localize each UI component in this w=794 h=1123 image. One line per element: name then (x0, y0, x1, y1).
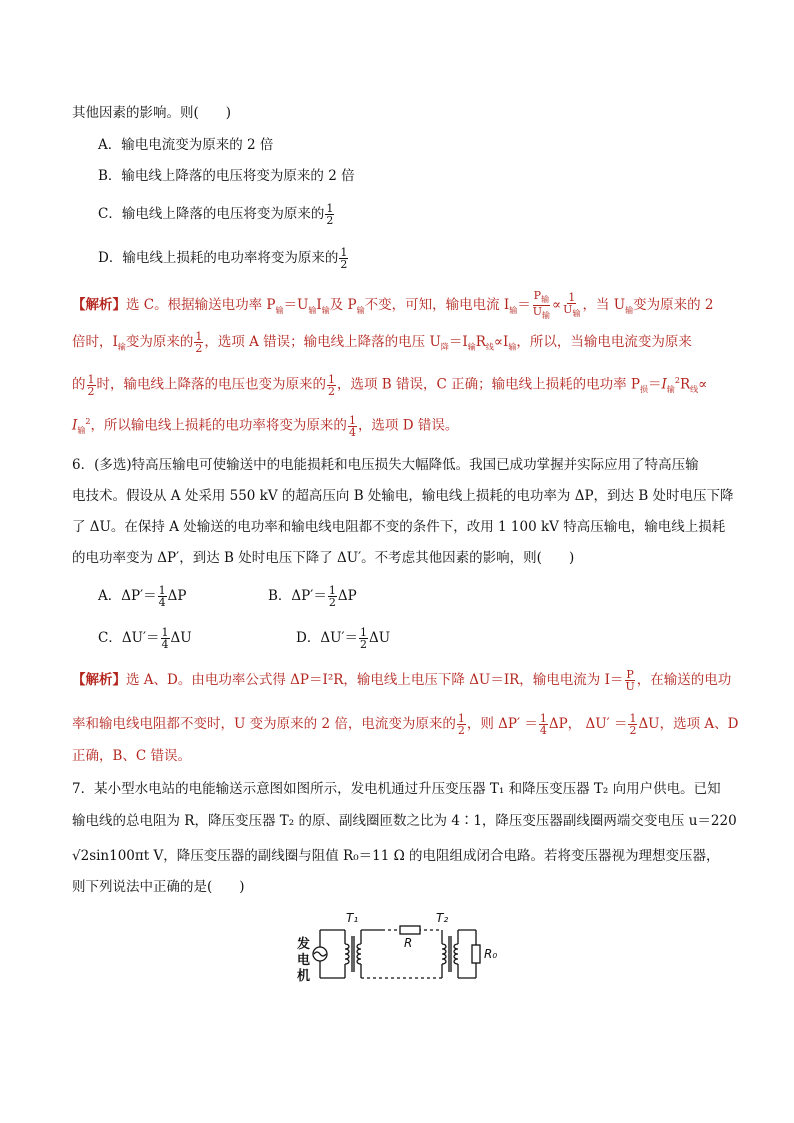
q5-option-a: A．输电电流变为原来的 2 倍 (98, 137, 274, 153)
generator-label-2: 电 (297, 953, 311, 968)
q5-option-d: D．输电线上损耗的电功率将变为原来的 $\frac{1}{2}$ (98, 246, 348, 271)
fraction-one-half: $\frac{1}{2}$ (87, 372, 95, 398)
fraction-one-over-u: $\frac{1}{U_输}$ (563, 291, 581, 319)
q6-stem-line-1: 6．(多选)特高压输电可使输送中的电能损耗和电压损失大幅降低。我国已成功掌握并实际应用了特高压输 (72, 457, 699, 473)
t1-primary-coil (345, 944, 349, 964)
q5-analysis-line-2: 倍时，$I_输$变为原来的 $\frac{1}{2}$ ，选项 A 错误；输电线上降落的电压 $U_降=I_输R_线\propto I_输$，所以，当输电电流变为原来 (72, 330, 692, 355)
t2-primary-coil (442, 944, 446, 964)
q6-stem-line-4: 的电功率变为 ΔP′，到达 B 处时电压下降了 ΔU′。不考虑其他因素的影响，则( ) (72, 550, 575, 566)
fraction-one-half: $\frac{1}{2}$ (360, 626, 368, 651)
t2-label: T₂ (436, 911, 449, 925)
fraction-one-quarter: $\frac{1}{4}$ (161, 626, 169, 651)
analysis-tag: 【解析】 (72, 297, 126, 314)
q6-stem-line-2: 电技术。假设从 A 处采用 550 kV 的超高压向 B 处输电，输电线上损耗的电功率为 ΔP，到达 B 处时电压下降 (72, 488, 734, 504)
fraction-one-half: $\frac{1}{2}$ (457, 712, 465, 737)
line-resistor (400, 926, 420, 934)
fraction-one-quarter: $\frac{1}{4}$ (539, 712, 547, 737)
generator-label-3: 机 (297, 969, 311, 984)
q7-stem-line-1: 7．某小型水电站的电能输送示意图如图所示，发电机通过升压变压器 T₁ 和降压变压器 T₂ 向用户供电。已知 (72, 781, 721, 797)
q6-stem-line-3: 了 ΔU。在保持 A 处输送的电功率和输电线电阻都不变的条件下，改用 1 100 kV 特高压输电，输电线上损耗 (72, 519, 726, 535)
q5-analysis-line-1: 【解析】选 C。根据输送电功率 $P_输=U_输I_输$及 $P_输$不变，可知，输电电流 $I_输=$ $\frac{P_输}{U_输}$ ∝ $\frac{1}{U_输}$ ，当 $U_输$变为原来的 2 (72, 289, 714, 321)
fraction-one-half: $\frac{1}{2}$ (328, 372, 335, 398)
load-resistor-r0 (472, 945, 480, 963)
fraction-one-half: $\frac{1}{2}$ (195, 330, 203, 355)
q6-analysis-line-1: 【解析】选 A、D。由电功率公式得 ΔP＝I²R，输电线上电压下降 ΔU＝IR，输电电流为 I＝ $\frac{P}{U}$ ，在输送的电功 (72, 668, 732, 693)
q6-option-c: C．ΔU′＝ $\frac{1}{4}$ ΔU (98, 626, 192, 651)
q5-option-c: C．输电线上降落的电压将变为原来的 $\frac{1}{2}$ (98, 202, 334, 227)
q7-stem-line-4: 则下列说法中正确的是( ) (72, 879, 245, 895)
q7-stem-line-3: √2sin100πt V，降压变压器的副线圈与阻值 R₀＝11 Ω 的电阻组成闭合电路。若将变压器视为理想变压器， (72, 848, 720, 864)
q6-option-b: B．ΔP′＝ $\frac{1}{2}$ ΔP (268, 584, 357, 609)
analysis-tag: 【解析】 (72, 672, 126, 688)
fraction-one-half: $\frac{1}{2}$ (340, 246, 348, 271)
fraction-one-half: $\frac{1}{2}$ (629, 712, 637, 737)
q5-option-b: B．输电线上降落的电压将变为原来的 2 倍 (98, 168, 355, 184)
q6-analysis-line-2: 率和输电线电阻都不变时，U 变为原来的 2 倍，电流变为原来的 $\frac{1}{2}$ ，则 ΔP′ ＝ $\frac{1}{4}$ ΔP， ΔU′ ＝ $\frac{1}{2}$ ΔU，选项 A、D (72, 712, 739, 737)
t1-secondary-coil (357, 944, 361, 964)
q5-stem-end: 其他因素的影响。则( ) (72, 105, 232, 121)
q6-analysis-line-3: 正确，B、C 错误。 (72, 748, 192, 764)
fraction-p-over-u: $\frac{P}{U}$ (625, 668, 635, 693)
fraction-one-half: $\frac{1}{2}$ (326, 202, 334, 227)
q6-option-a: A．ΔP′＝ $\frac{1}{4}$ ΔP (98, 584, 187, 609)
fraction-one-quarter: $\frac{1}{4}$ (158, 584, 166, 609)
resistor-r-label: R (404, 936, 413, 950)
generator-label-1: 发 (297, 937, 311, 952)
q5-analysis-line-3: 的 $\frac{1}{2}$ 时，输电线上降落的电压也变为原来的 $\frac{1}{2}$ ，选项 B 错误，C 正确；输电线上损耗的电功率 $P_损=I_输^2R_线\propto$ (72, 372, 708, 398)
q7-stem-line-2: 输电线的总电阻为 R，降压变压器 T₂ 的原、副线圈匝数之比为 4∶1，降压变压器副线圈两端交变电压 u＝220 (72, 813, 737, 829)
t1-label: T₁ (346, 911, 359, 925)
fraction-p-over-u: $\frac{P_输}{U_输}$ (532, 289, 551, 321)
resistor-r0-label: R₀ (484, 947, 498, 961)
t2-secondary-coil (454, 944, 458, 964)
q6-option-d: D．ΔU′＝ $\frac{1}{2}$ ΔU (296, 626, 391, 651)
fraction-one-half: $\frac{1}{2}$ (328, 584, 336, 609)
power-transmission-diagram (290, 908, 510, 988)
q5-analysis-line-4: $I_输^2$，所以输电线上损耗的电功率将变为原来的 $\frac{1}{4}$ ，选项 D 错误。 (72, 413, 459, 439)
fraction-one-quarter: $\frac{1}{4}$ (348, 413, 356, 439)
